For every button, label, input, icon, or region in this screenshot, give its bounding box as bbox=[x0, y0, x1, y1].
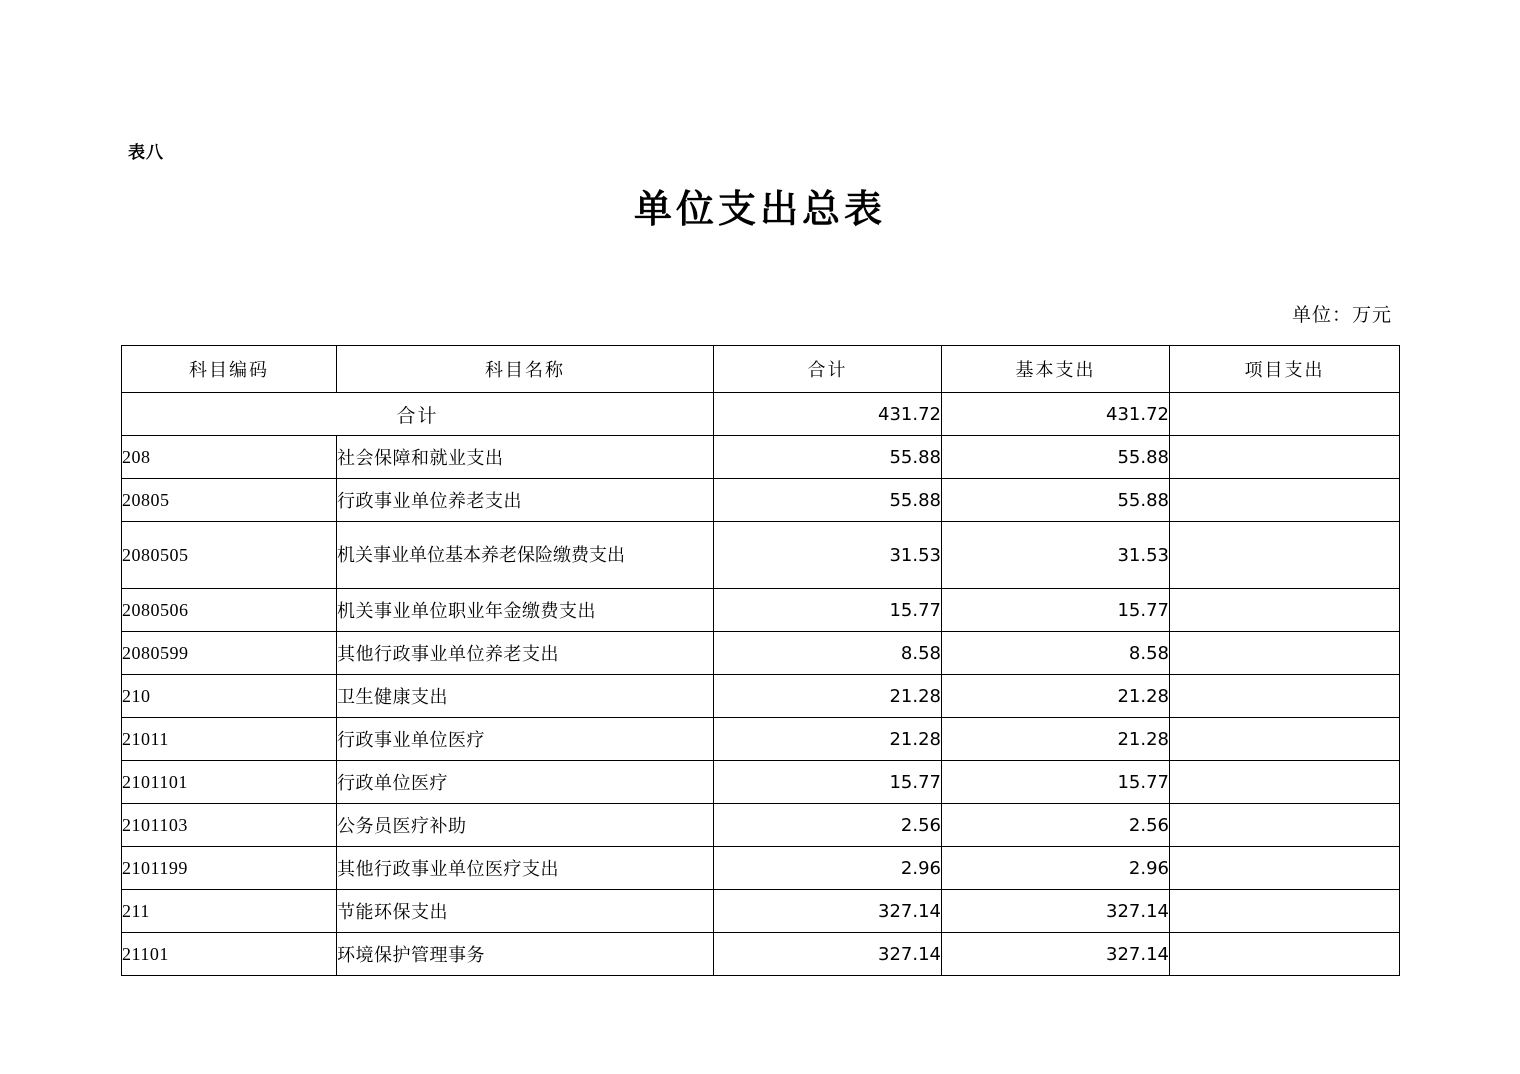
column-header-name: 科目名称 bbox=[337, 346, 714, 393]
table-header bbox=[122, 346, 1400, 393]
column-header-total: 合计 bbox=[714, 346, 942, 393]
table-row bbox=[122, 522, 1400, 589]
cell-project-expenditure bbox=[1170, 804, 1400, 847]
cell-subject-code: 210 bbox=[122, 675, 337, 718]
cell-project-expenditure bbox=[1170, 933, 1400, 976]
column-header-project: 项目支出 bbox=[1170, 346, 1400, 393]
table-row bbox=[122, 718, 1400, 761]
column-header-code: 科目编码 bbox=[122, 346, 337, 393]
table-row bbox=[122, 847, 1400, 890]
cell-project-expenditure bbox=[1170, 890, 1400, 933]
cell-subject-name: 卫生健康支出 bbox=[337, 675, 714, 718]
cell-subject-name: 其他行政事业单位医疗支出 bbox=[337, 847, 714, 890]
table-row-total bbox=[122, 393, 1400, 436]
cell-project-expenditure bbox=[1170, 675, 1400, 718]
expenditure-table bbox=[121, 345, 1400, 976]
cell-project-expenditure bbox=[1170, 522, 1400, 589]
cell-basic-expenditure: 21.28 bbox=[942, 675, 1170, 718]
cell-basic-expenditure: 15.77 bbox=[942, 761, 1170, 804]
cell-basic-expenditure: 55.88 bbox=[942, 479, 1170, 522]
cell-total: 2.56 bbox=[714, 804, 942, 847]
cell-subject-name: 社会保障和就业支出 bbox=[337, 436, 714, 479]
cell-basic-expenditure: 327.14 bbox=[942, 933, 1170, 976]
cell-basic-expenditure: 2.56 bbox=[942, 804, 1170, 847]
cell-total: 2.96 bbox=[714, 847, 942, 890]
cell-subject-name: 行政事业单位医疗 bbox=[337, 718, 714, 761]
table-row bbox=[122, 890, 1400, 933]
cell-total: 8.58 bbox=[714, 632, 942, 675]
cell-project-expenditure bbox=[1170, 718, 1400, 761]
cell-basic-expenditure: 8.58 bbox=[942, 632, 1170, 675]
cell-basic-expenditure: 2.96 bbox=[942, 847, 1170, 890]
cell-subject-code: 21011 bbox=[122, 718, 337, 761]
table-row bbox=[122, 589, 1400, 632]
table-header-row bbox=[122, 346, 1400, 393]
cell-total: 31.53 bbox=[714, 522, 942, 589]
table-row bbox=[122, 675, 1400, 718]
cell-subject-code: 2101101 bbox=[122, 761, 337, 804]
total-row-total: 431.72 bbox=[714, 393, 942, 436]
column-header-basic: 基本支出 bbox=[942, 346, 1170, 393]
form-number-label: 表八 bbox=[128, 143, 164, 162]
total-row-label: 合计 bbox=[122, 393, 714, 436]
cell-subject-code: 20805 bbox=[122, 479, 337, 522]
cell-basic-expenditure: 327.14 bbox=[942, 890, 1170, 933]
cell-basic-expenditure: 55.88 bbox=[942, 436, 1170, 479]
cell-project-expenditure bbox=[1170, 436, 1400, 479]
cell-total: 327.14 bbox=[714, 890, 942, 933]
cell-total: 15.77 bbox=[714, 589, 942, 632]
cell-basic-expenditure: 15.77 bbox=[942, 589, 1170, 632]
cell-basic-expenditure: 31.53 bbox=[942, 522, 1170, 589]
cell-project-expenditure bbox=[1170, 761, 1400, 804]
cell-subject-name: 机关事业单位职业年金缴费支出 bbox=[337, 589, 714, 632]
cell-subject-name: 公务员医疗补助 bbox=[337, 804, 714, 847]
cell-total: 21.28 bbox=[714, 675, 942, 718]
cell-project-expenditure bbox=[1170, 589, 1400, 632]
cell-total: 55.88 bbox=[714, 479, 942, 522]
cell-project-expenditure bbox=[1170, 632, 1400, 675]
table-row bbox=[122, 933, 1400, 976]
unit-note: 单位：万元 bbox=[1291, 305, 1392, 326]
total-row-basic: 431.72 bbox=[942, 393, 1170, 436]
table-row bbox=[122, 632, 1400, 675]
table-body bbox=[122, 393, 1400, 976]
page-title: 单位支出总表 bbox=[633, 189, 886, 231]
cell-total: 15.77 bbox=[714, 761, 942, 804]
cell-project-expenditure bbox=[1170, 479, 1400, 522]
cell-subject-code: 2101199 bbox=[122, 847, 337, 890]
cell-basic-expenditure: 21.28 bbox=[942, 718, 1170, 761]
cell-total: 55.88 bbox=[714, 436, 942, 479]
cell-subject-code: 208 bbox=[122, 436, 337, 479]
cell-total: 21.28 bbox=[714, 718, 942, 761]
cell-subject-name: 节能环保支出 bbox=[337, 890, 714, 933]
cell-subject-code: 21101 bbox=[122, 933, 337, 976]
cell-subject-name: 其他行政事业单位养老支出 bbox=[337, 632, 714, 675]
cell-subject-name: 环境保护管理事务 bbox=[337, 933, 714, 976]
cell-subject-code: 2080599 bbox=[122, 632, 337, 675]
cell-project-expenditure bbox=[1170, 847, 1400, 890]
cell-subject-name: 行政单位医疗 bbox=[337, 761, 714, 804]
table-row bbox=[122, 804, 1400, 847]
cell-subject-code: 2101103 bbox=[122, 804, 337, 847]
cell-subject-code: 211 bbox=[122, 890, 337, 933]
table-row bbox=[122, 761, 1400, 804]
cell-subject-name: 行政事业单位养老支出 bbox=[337, 479, 714, 522]
total-row-project bbox=[1170, 393, 1400, 436]
cell-subject-code: 2080505 bbox=[122, 522, 337, 589]
table-row bbox=[122, 479, 1400, 522]
table-row bbox=[122, 436, 1400, 479]
cell-subject-code: 2080506 bbox=[122, 589, 337, 632]
cell-total: 327.14 bbox=[714, 933, 942, 976]
cell-subject-name: 机关事业单位基本养老保险缴费支出 bbox=[337, 522, 714, 589]
